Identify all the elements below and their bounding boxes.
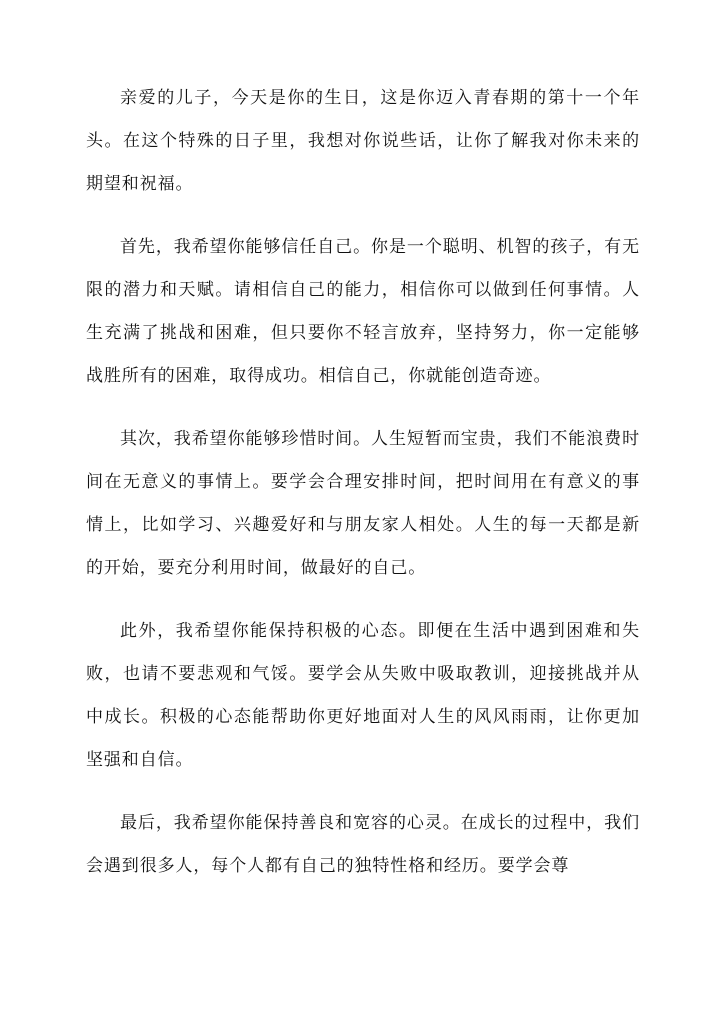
paragraph-greeting: 亲爱的儿子，今天是你的生日，这是你迈入青春期的第十一个年头。在这个特殊的日子里，我想对你说些话，让你了解我对你未来的期望和祝福。 xyxy=(86,88,640,194)
paragraph-believe-yourself: 首先，我希望你能够信任自己。你是一个聪明、机智的孩子，有无限的潜力和天赋。请相信自己的能力，相信你可以做到任何事情。人生充满了挑战和困难，但只要你不轻言放弃，坚持努力，你一定能够战胜所有的困难，取得成功。相信自己，你就能创造奇迹。 xyxy=(86,237,640,386)
paragraph-positive-attitude: 此外，我希望你能保持积极的心态。即便在生活中遇到困难和失败，也请不要悲观和气馁。要学会从失败中吸取教训，迎接挑战并从中成长。积极的心态能帮助你更好地面对人生的风风雨雨，让你更加坚强和自信。 xyxy=(86,621,640,770)
paragraph-cherish-time: 其次，我希望你能够珍惜时间。人生短暂而宝贵，我们不能浪费时间在无意义的事情上。要学会合理安排时间，把时间用在有意义的事情上，比如学习、兴趣爱好和与朋友家人相处。人生的每一天都是新的开始，要充分利用时间，做最好的自己。 xyxy=(86,429,640,578)
paragraph-kindness: 最后，我希望你能保持善良和宽容的心灵。在成长的过程中，我们会遇到很多人，每个人都有自己的独特性格和经历。要学会尊 xyxy=(86,813,640,876)
letter-body xyxy=(86,77,640,908)
